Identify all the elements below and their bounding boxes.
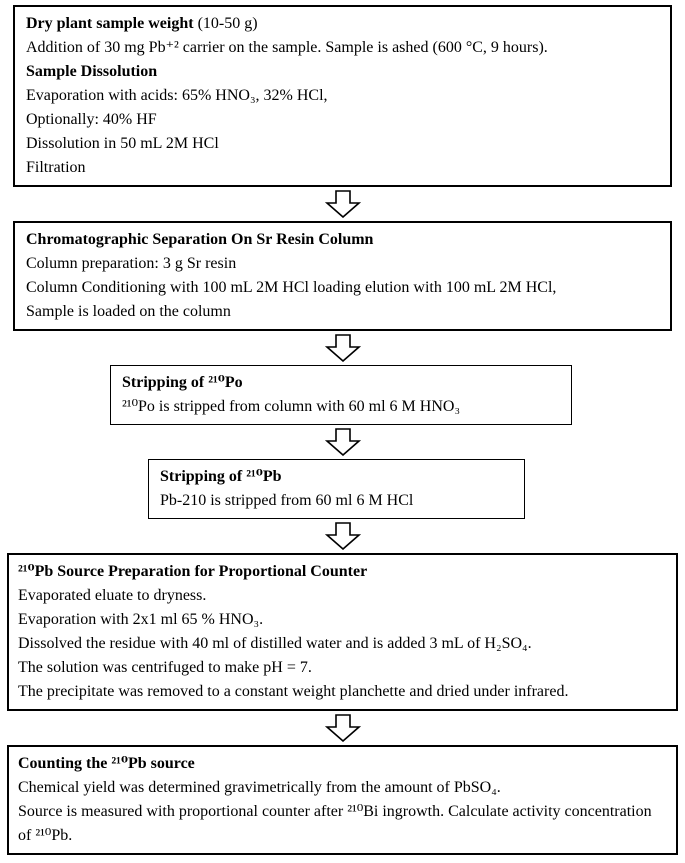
step-stripping-po: [110, 365, 572, 425]
flow-connector: [0, 519, 685, 553]
step-line: Filtration: [26, 159, 86, 176]
step-line: Pb-210 is stripped from 60 ml 6 M HCl: [160, 492, 414, 509]
down-arrow-icon: [324, 714, 362, 742]
step-line: Chemical yield was determined gravimetrically from the amount of PbSO₄.: [18, 779, 501, 796]
step-line: Addition of 30 mg Pb⁺² carrier on the sample. Sample is ashed (600 °C, 9 hours).: [26, 39, 548, 56]
step-line: Evaporation with acids: 65% HNO₃, 32% HCl,: [26, 87, 328, 104]
step-line: Sample is loaded on the column: [26, 303, 231, 320]
step-heading: Chromatographic Separation On Sr Resin Column: [26, 231, 374, 248]
step-line: The solution was centrifuged to make pH = 7.: [18, 659, 312, 676]
step-chromatographic-separation: [13, 221, 672, 331]
step-heading: Stripping of ²¹⁰Po: [122, 374, 243, 391]
down-arrow-icon: [324, 334, 362, 362]
down-arrow-icon: [324, 428, 362, 456]
step-line: Evaporated eluate to dryness.: [18, 587, 207, 604]
step-line: The precipitate was removed to a constant weight planchette and dried under infrared.: [18, 683, 569, 700]
step-line: Dissolution in 50 mL 2M HCl: [26, 135, 219, 152]
step-line: Optionally: 40% HF: [26, 111, 157, 128]
step-counting: [7, 745, 678, 855]
step-title-note: (10-50 g): [197, 15, 258, 32]
step-line: Source is measured with proportional counter after ²¹⁰Bi ingrowth. Calculate activity concentration of ²¹⁰Pb.: [18, 803, 652, 844]
step-sample-preparation: [13, 5, 672, 187]
down-arrow-icon: [324, 190, 362, 218]
step-stripping-pb: [148, 459, 525, 519]
step-heading: Stripping of ²¹⁰Pb: [160, 468, 282, 485]
step-heading: ²¹⁰Pb Source Preparation for Proportional Counter: [18, 563, 368, 580]
step-subheading: Sample Dissolution: [26, 63, 158, 80]
down-arrow-icon: [324, 522, 362, 550]
step-title: [26, 12, 659, 36]
flow-connector: [0, 711, 685, 745]
flow-connector: [0, 425, 685, 459]
step-line: Column preparation: 3 g Sr resin: [26, 255, 237, 272]
flow-connector: [0, 331, 685, 365]
step-line: Column Conditioning with 100 mL 2M HCl loading elution with 100 mL 2M HCl,: [26, 279, 557, 296]
flow-connector: [0, 187, 685, 221]
step-line: ²¹⁰Po is stripped from column with 60 ml 6 M HNO₃: [122, 398, 461, 415]
step-heading: Counting the ²¹⁰Pb source: [18, 755, 195, 772]
step-source-preparation: [7, 553, 678, 711]
step-line: Evaporation with 2x1 ml 65 % HNO₃.: [18, 611, 264, 628]
step-title-text: Dry plant sample weight: [26, 15, 198, 32]
step-line: Dissolved the residue with 40 ml of distilled water and is added 3 mL of H₂SO₄.: [18, 635, 532, 652]
